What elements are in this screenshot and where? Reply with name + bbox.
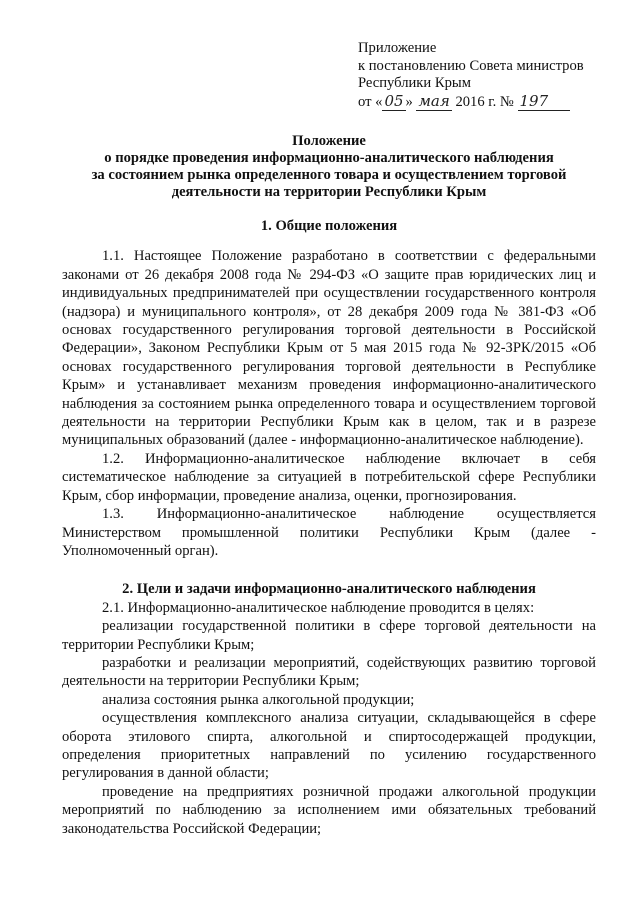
paragraph-2-goal-1: реализации государственной политики в сфере торговой деятельности на территории Республики Крым; [62, 618, 596, 653]
paragraph-2-goal-5: проведение на предприятиях розничной продажи алкогольной продукции мероприятий по наблюдению за исполнением ими обязательных требований законодательства Российской Федерации; [62, 783, 596, 837]
decree-number-handwritten: 197 [518, 93, 570, 112]
appendix-line-3: Республики Крым [358, 75, 471, 91]
title-line-4: деятельности на территории Республики Крым [171, 184, 487, 200]
appendix-date-line [358, 93, 598, 112]
section-2-heading: 2. Цели и задачи информационно-аналитического наблюдения [122, 581, 536, 598]
paragraph-1-2: 1.2. Информационно-аналитическое наблюдение включает в себя систематическое наблюдение за ситуацией в потребительской сфере Республики Крым, сбор информации, проведение анализа, оценки, прогнозирования. [62, 450, 596, 504]
date-day-handwritten: 05 [384, 91, 404, 110]
title-line-2: о порядке проведения информационно-аналитического наблюдения [104, 150, 554, 166]
paragraph-2-goal-3: анализа состояния рынка алкогольной продукции; [102, 691, 415, 708]
document-title [62, 133, 596, 201]
appendix-line-2: к постановлению Совета министров [358, 57, 584, 74]
title-line-1: Положение [292, 133, 366, 149]
date-year: 2016 г. № [451, 93, 518, 110]
paragraph-2-1: 2.1. Информационно-аналитическое наблюдение проводится в целях: [102, 599, 535, 616]
appendix-line-1: Приложение [358, 40, 437, 56]
date-mid: » [405, 93, 413, 110]
title-line-3: за состоянием рынка определенного товара и осуществлением торговой [91, 167, 567, 183]
paragraph-2-goal-2: разработки и реализации мероприятий, содействующих развитию торговой деятельности на территории Республики Крым; [62, 654, 596, 690]
paragraph-1-1: 1.1. Настоящее Положение разработано в соответствии с федеральными законами от 26 декабря 2008 года № 294-ФЗ «О защите прав юридических лиц и индивидуальных предпринимателей при осуществлении государственного контроля (надзора) и муниципального контроля», от 28 декабря 2009 года № 381-ФЗ «Об основах государственного регулирования торговой деятельности в Российской Федерации», Законом Республики Крым от 5 мая 2015 года № 92-ЗРК/2015 «Об основах государственного регулирования торговой деятельности в Республике Крым» и устанавливает механизм проведения информационно-аналитического наблюдения за состоянием рынка определенного товара и осуществлением торговой деятельности на территории Республики Крым как в целом, так и в разрезе муниципальных образований (далее - информационно-аналитическое наблюдение). [62, 248, 596, 449]
date-month-handwritten: мая [418, 91, 450, 110]
section-1-heading: 1. Общие положения [260, 218, 398, 234]
appendix-block [358, 40, 598, 111]
paragraph-2-goal-4: осуществления комплексного анализа ситуации, складывающейся в сфере оборота этилового спирта, алкогольной и спиртосодержащей продукции, определения приоритетных направлений по усилению государственного регулирования в данной области; [62, 710, 596, 782]
paragraph-1-3: 1.3. Информационно-аналитическое наблюдение осуществляется Министерством промышленной политики Республики Крым (далее - Уполномоченный орган). [62, 506, 596, 559]
date-prefix: от « [358, 93, 383, 110]
document-page [62, 40, 596, 838]
